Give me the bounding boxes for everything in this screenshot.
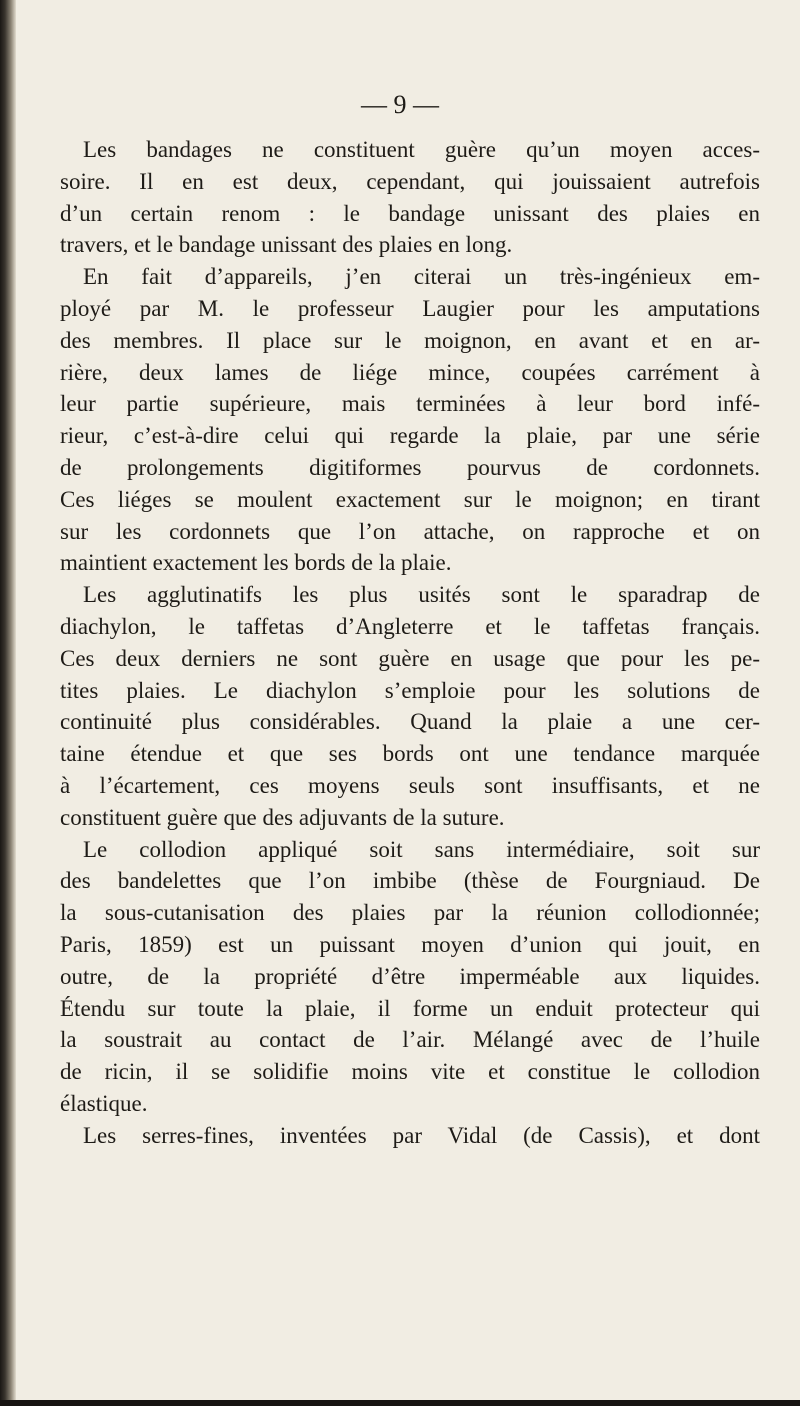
text-line: soire. Il en est deux, cependant, qui jouissaient autrefois [60, 168, 760, 194]
text-line: constituent guère que des adjuvants de la suture. [60, 804, 505, 830]
text-line: rière, deux lames de liége mince, coupées carrément à [60, 359, 760, 385]
text-line: de ricin, il se solidifie moins vite et constitue le collodion [60, 1059, 760, 1085]
text-line: Le collodion appliqué soit sans intermédiaire, soit sur [83, 836, 760, 862]
text-line: de prolongements digitiformes pourvus de cordonnets. [60, 454, 760, 480]
text-line: leur partie supérieure, mais terminées à leur bord infé- [60, 391, 760, 417]
text-line: à l’écartement, ces moyens seuls sont insuffisants, et ne [60, 772, 760, 798]
text-line: Les agglutinatifs les plus usités sont le sparadrap de [83, 582, 760, 608]
text-line: Ces deux derniers ne sont guère en usage que pour les pe- [60, 645, 760, 671]
text-line: travers, et le bandage unissant des plaies en long. [60, 232, 513, 258]
text-line: taine étendue et que ses bords ont une tendance marquée [60, 741, 760, 767]
text-line: tites plaies. Le diachylon s’emploie pour les solutions de [60, 677, 760, 703]
text-line: Étendu sur toute la plaie, il forme un enduit protecteur qui [60, 995, 760, 1021]
text-line: diachylon, le taffetas d’Angleterre et le taffetas français. [60, 613, 760, 639]
book-spine-shadow [0, 0, 16, 1406]
text-line: élastique. [60, 1090, 148, 1116]
text-line: Les bandages ne constituent guère qu’un moyen acces- [83, 137, 760, 162]
text-line: des membres. Il place sur le moignon, en avant et en ar- [60, 327, 760, 353]
text-line: Paris, 1859) est un puissant moyen d’union qui jouit, en [60, 931, 760, 957]
text-line: continuité plus considérables. Quand la plaie a une cer- [60, 709, 760, 735]
text-line: des bandelettes que l’on imbibe (thèse de Fourgniaud. De [60, 868, 760, 894]
text-line: la soustrait au contact de l’air. Mélangé avec de l’huile [60, 1027, 760, 1053]
text-line: outre, de la propriété d’être imperméable aux liquides. [60, 963, 760, 989]
text-line: ployé par M. le professeur Laugier pour les amputations [60, 295, 760, 321]
body-text [60, 134, 760, 1152]
text-line: maintient exactement les bords de la plaie. [60, 550, 452, 576]
page-number: — 9 — [361, 90, 439, 119]
text-line: Ces liéges se moulent exactement sur le moignon; en tirant [60, 486, 760, 512]
text-line: Les serres-fines, inventées par Vidal (de Cassis), et dont [83, 1122, 760, 1148]
text-line: rieur, c’est-à-dire celui qui regarde la plaie, par une série [60, 423, 760, 449]
page-bottom-edge [0, 1400, 800, 1406]
text-line: d’un certain renom : le bandage unissant des plaies en [60, 200, 760, 226]
text-line: la sous-cutanisation des plaies par la réunion collodionnée; [60, 900, 760, 926]
text-line: sur les cordonnets que l’on attache, on rapproche et on [60, 518, 760, 544]
text-line: En fait d’appareils, j’en citerai un très-ingénieux em- [83, 264, 760, 290]
